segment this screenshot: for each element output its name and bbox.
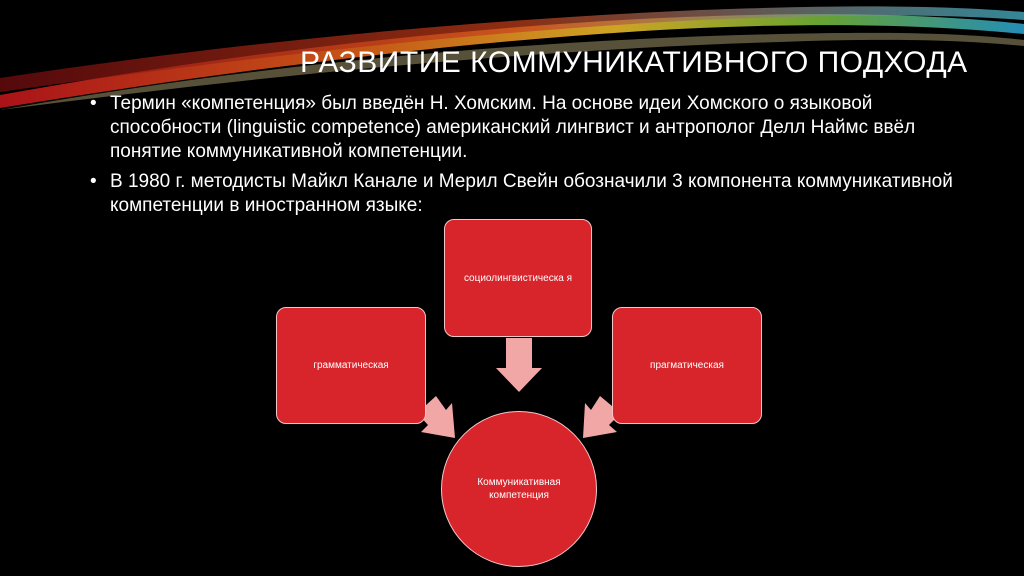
box-label-sociolinguistic: социолингвистическа я	[463, 272, 573, 284]
diagram-box-top	[444, 219, 592, 337]
slide-title: РАЗВИТИЕ КОММУНИКАТИВНОГО ПОДХОДА	[300, 46, 968, 79]
diagram-center-circle	[441, 411, 597, 567]
bullet-text: В 1980 г. методисты Майкл Канале и Мерил Свейн обозначили 3 компонента коммуникативной компетенции в иностранном языке:	[110, 171, 953, 216]
arrow-down	[496, 338, 542, 392]
box-label-pragmatic: прагматическая	[650, 360, 724, 371]
bullet-dot: •	[90, 93, 97, 114]
bullet-text: Термин «компетенция» был введён Н. Хомским. На основе идеи Хомского о языковой способности (linguistic competence) американский лингвист и антрополог Делл Наймс ввёл понятие коммуникативной компетенции.	[110, 93, 916, 162]
diagram-box-right	[612, 307, 762, 424]
diagram-box-left	[276, 307, 426, 424]
circle-label-communicative-competence: Коммуникативная компетенция	[477, 477, 561, 501]
bullet-dot: •	[90, 171, 97, 192]
box-label-grammatical: грамматическая	[313, 360, 389, 371]
